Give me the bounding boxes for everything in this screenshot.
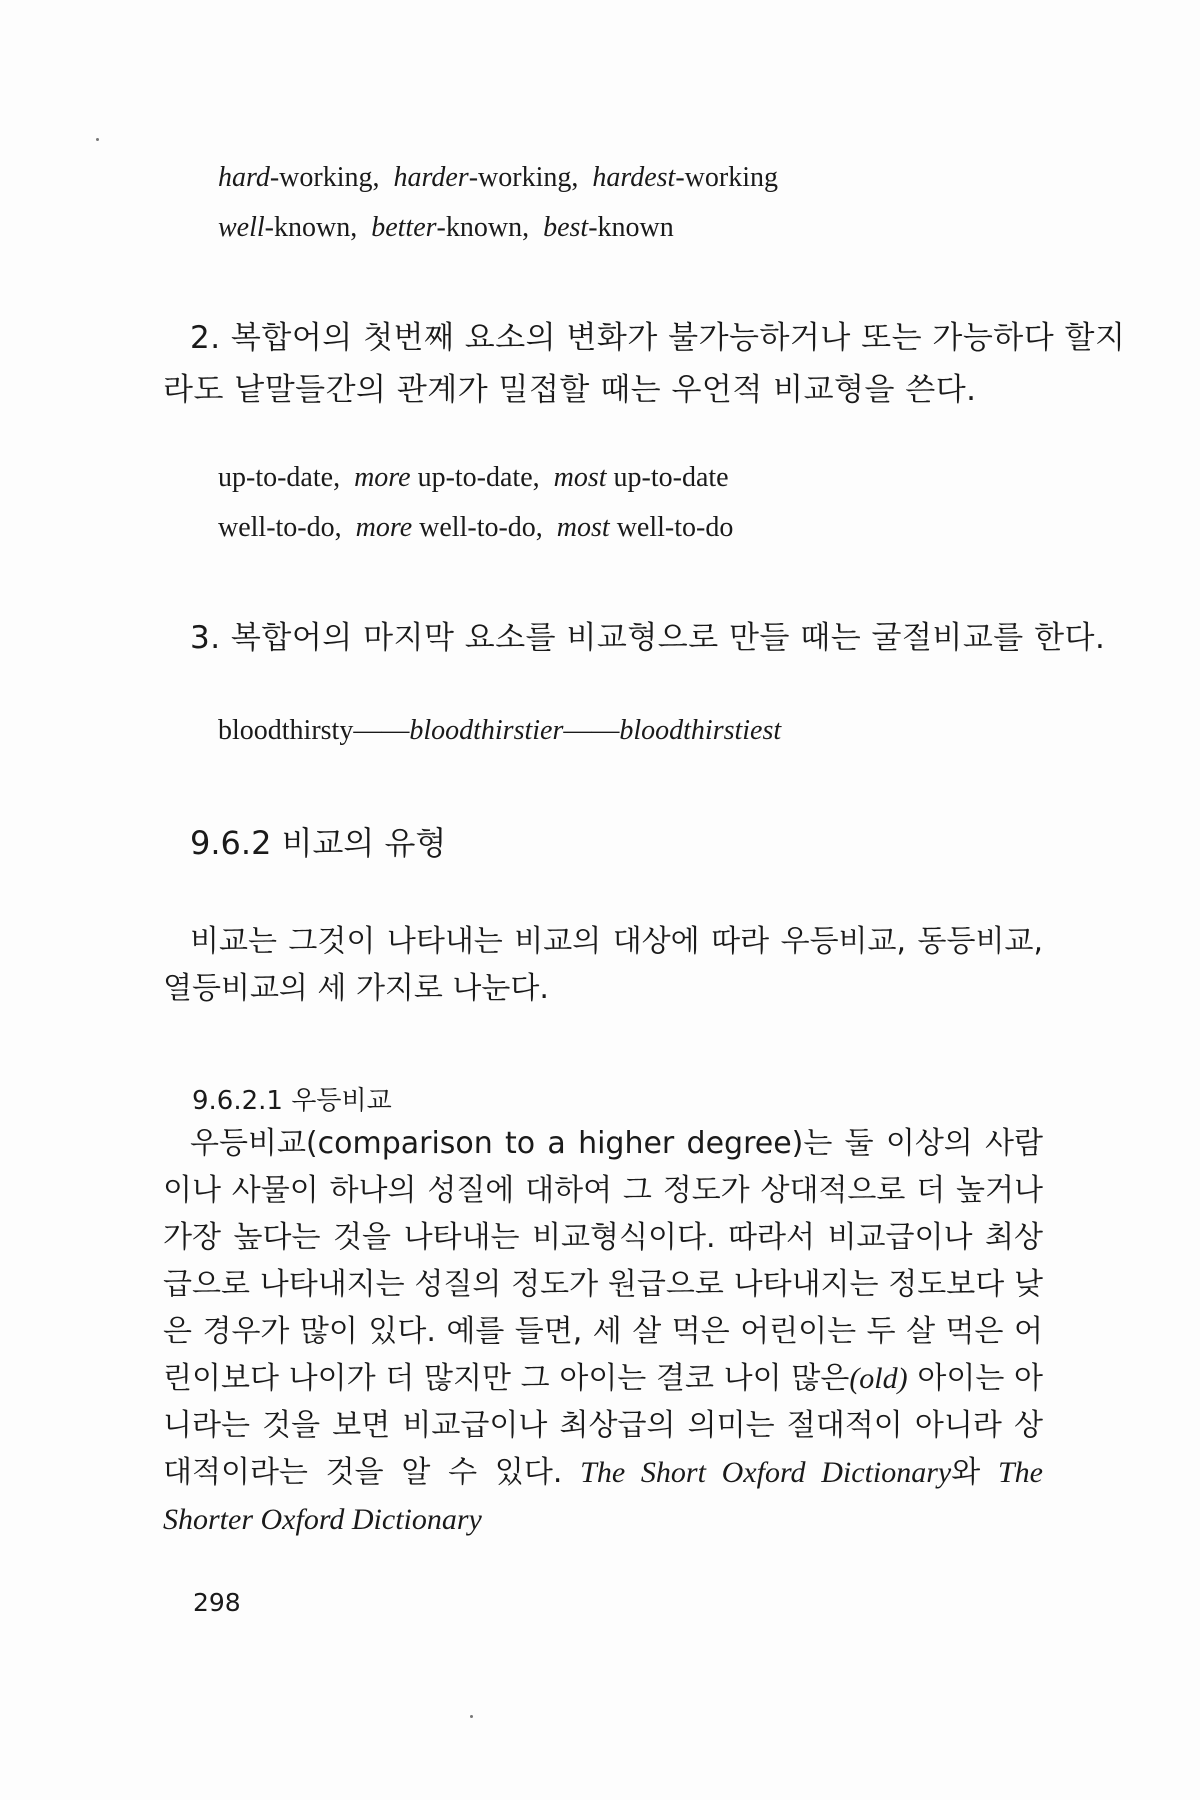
example-word: well-to-do,	[419, 512, 543, 543]
section-intro-paragraph	[163, 918, 1043, 1012]
example-suffix: -known,	[436, 212, 530, 243]
example-more: more	[355, 512, 413, 543]
section-intro-text: 비교는 그것이 나타내는 비교의 대상에 따라 우등비교, 동등비교, 열등비교의 세 가지로 나눈다.	[163, 924, 1043, 1006]
example-suffix: -working,	[468, 162, 579, 193]
body-italic-term: (old)	[849, 1362, 908, 1395]
example-dash: ——	[353, 715, 410, 746]
speck-mark	[96, 138, 99, 141]
example-word: up-to-date	[613, 462, 729, 493]
example-line-bloodthirsty	[218, 715, 781, 747]
example-stem: best	[543, 212, 589, 243]
example-word: up-to-date,	[417, 462, 540, 493]
section-heading: 9.6.2 비교의 유형	[190, 824, 447, 862]
example-most: most	[553, 462, 607, 493]
body-text: 아이는 아니라는 것을 보면 비교급이나 최상급의 의미는 절대적이 아니라 상대적이라는 것을 알 수 있다.	[163, 1361, 1043, 1490]
example-suffix: -known	[588, 212, 674, 243]
page-number: 298	[193, 1588, 241, 1617]
rule-2-line-1: 2. 복합어의 첫번째 요소의 변화가 불가능하거나 또는 가능하다 할지	[190, 320, 1126, 356]
example-most: most	[556, 512, 610, 543]
book-title: The Short Oxford Dictionary	[580, 1456, 952, 1489]
example-stem: hard	[218, 162, 270, 193]
body-text: 와	[951, 1455, 998, 1490]
example-word: well-to-do	[616, 512, 734, 543]
example-comparative: bloodthirstier	[409, 715, 564, 746]
example-suffix: -working,	[269, 162, 380, 193]
example-stem: hardest	[592, 162, 676, 193]
book-title: The Shorter Oxford Dictionary	[163, 1456, 1043, 1536]
body-text: 우등비교(comparison to a higher degree)는 둘 이상의 사람이나 사물이 하나의 성질에 대하여 그 정도가 상대적으로 더 높거나 가장 높다는 것을 나타내는 비교형식이다. 따라서 비교급이나 최상급으로 나타내지는 성질의 정도가 원급으로 나타내지는 정도보다 낮은 경우가 많이 있다. 예를 들면, 세 살 먹은 어린이는 두 살 먹은 어린이보다 나이가 더 많지만 그 아이는 결코 나이 많은	[163, 1126, 1043, 1396]
example-line-well-known	[218, 212, 674, 244]
body-paragraph	[163, 1120, 1043, 1543]
example-superlative: bloodthirstiest	[619, 715, 782, 746]
rule-3: 3. 복합어의 마지막 요소를 비교형으로 만들 때는 굴절비교를 한다.	[190, 620, 1106, 656]
example-suffix: -known,	[264, 212, 358, 243]
rule-2-line-2: 라도 낱말들간의 관계가 밀접할 때는 우언적 비교형을 쓴다.	[163, 372, 977, 408]
example-stem: better	[371, 212, 437, 243]
example-more: more	[354, 462, 411, 493]
example-stem: harder	[393, 162, 469, 193]
example-base: bloodthirsty	[218, 715, 354, 746]
example-base: up-to-date,	[218, 462, 341, 493]
example-stem: well	[218, 212, 265, 243]
example-suffix: -working	[675, 162, 778, 193]
example-dash: ——	[563, 715, 620, 746]
example-line-well-to-do	[218, 512, 733, 544]
example-line-up-to-date	[218, 462, 729, 494]
subsection-heading: 9.6.2.1 우등비교	[192, 1086, 392, 1116]
speck-mark	[470, 1715, 473, 1718]
example-base: well-to-do,	[218, 512, 342, 543]
example-line-hard-working	[218, 162, 778, 194]
